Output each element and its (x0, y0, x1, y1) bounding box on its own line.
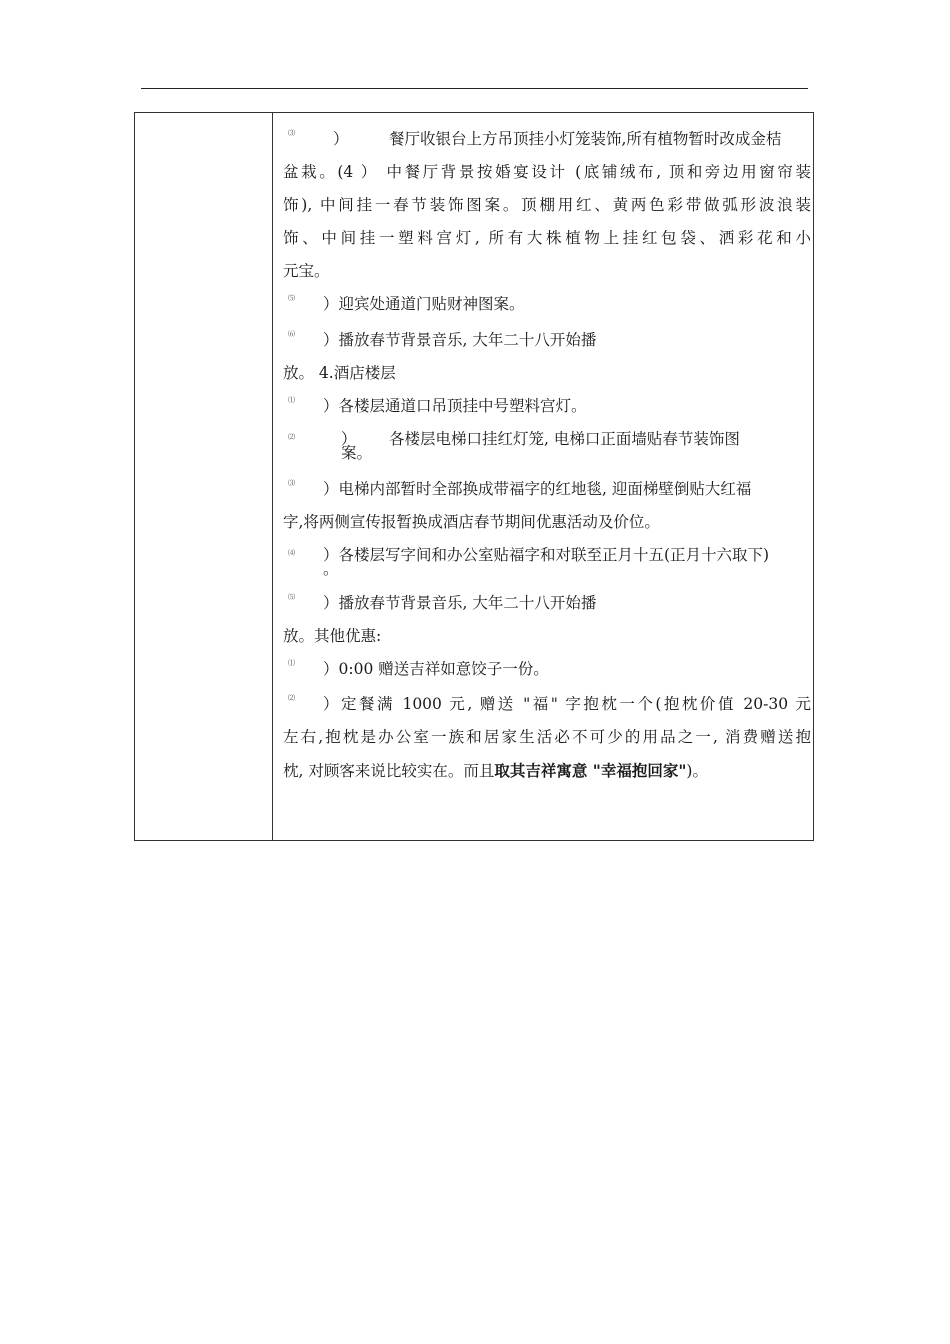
item-marker: ⑹ (288, 330, 295, 338)
list-item (283, 688, 811, 721)
paragraph-line: 饰), 中间挂一春节装饰图案。顶棚用红、黄两色彩带做弧形波浪装 (283, 196, 811, 214)
item-text: ）播放春节背景音乐, 大年二十八开始播 (323, 594, 597, 612)
paragraph-line: 左右,抱枕是办公室一族和居家生活必不可少的用品之一, 消费赠送抱 (283, 728, 811, 746)
item-marker: ⑶ (288, 129, 295, 137)
paragraph-line: 字,将两侧宣传报暂换成酒店春节期间优惠活动及价位。 (283, 513, 660, 531)
item-text-continued: 。 (323, 560, 339, 578)
item-text: ）播放春节背景音乐, 大年二十八开始播 (323, 331, 597, 349)
item-text: ）0:00 赠送吉祥如意饺子一份。 (323, 660, 549, 678)
paragraph-line-final (283, 754, 811, 787)
section-heading-line: 放。其他优惠: (283, 627, 382, 645)
final-line-suffix: )。 (686, 762, 708, 780)
list-item (283, 288, 811, 321)
item-marker: ⑸ (288, 294, 295, 302)
item-text: ）定餐满 1000 元, 赠送 "福" 字抱枕一个(抱枕价值 20-30 元 (323, 695, 811, 713)
table-content-cell (283, 123, 811, 787)
item-text: ）各楼层写字间和办公室贴福字和对联至正月十五(正月十六取下) (323, 546, 770, 564)
list-item (283, 587, 811, 620)
list-item (283, 423, 811, 471)
item-text: ）各楼层通道口吊顶挂中号塑料宫灯。 (323, 397, 587, 415)
item-marker: ⑴ (288, 659, 295, 667)
final-line-bold-text: 取其吉祥寓意 "幸福抱回家" (494, 761, 687, 780)
paragraph-line: 元宝。 (283, 262, 330, 280)
item-marker: ⑸ (288, 593, 295, 601)
final-line-text: 枕, 对顾客来说比较实在。而且 (283, 762, 495, 780)
item-paren: ） (333, 130, 349, 148)
paragraph-line: 盆栽。(4 ） 中餐厅背景按婚宴设计 (底铺绒布, 顶和旁边用窗帘装 (283, 163, 811, 181)
item-text: ）迎宾处通道门贴财神图案。 (323, 295, 525, 313)
item-text: 各楼层电梯口挂红灯笼, 电梯口正面墙贴春节装饰图 (389, 430, 740, 448)
item-marker: ⑵ (288, 433, 295, 441)
list-item (283, 539, 811, 585)
list-item (283, 123, 811, 156)
item-marker: ⑷ (288, 549, 295, 557)
list-item (283, 324, 811, 357)
page-header-rule (141, 88, 808, 89)
item-marker: ⑵ (288, 694, 295, 702)
section-heading-line: 放。 4.酒店楼层 (283, 364, 396, 382)
list-item (283, 390, 811, 423)
paragraph-line: 饰、中间挂一塑料宫灯, 所有大株植物上挂红包袋、洒彩花和小 (283, 229, 811, 247)
table-column-divider (272, 113, 273, 840)
item-text: ）电梯内部暂时全部换成带福字的红地毯, 迎面梯壁倒贴大红福 (323, 480, 752, 498)
content-table (134, 112, 814, 841)
item-marker: ⑶ (288, 479, 295, 487)
list-item (283, 653, 811, 686)
item-text-continued: 案。 (341, 444, 373, 462)
list-item (283, 473, 811, 506)
item-marker: ⑴ (288, 396, 295, 404)
item-text: 餐厅收银台上方吊顶挂小灯笼装饰,所有植物暂时改成金桔 (389, 130, 782, 148)
item-paren: ） (341, 430, 357, 448)
